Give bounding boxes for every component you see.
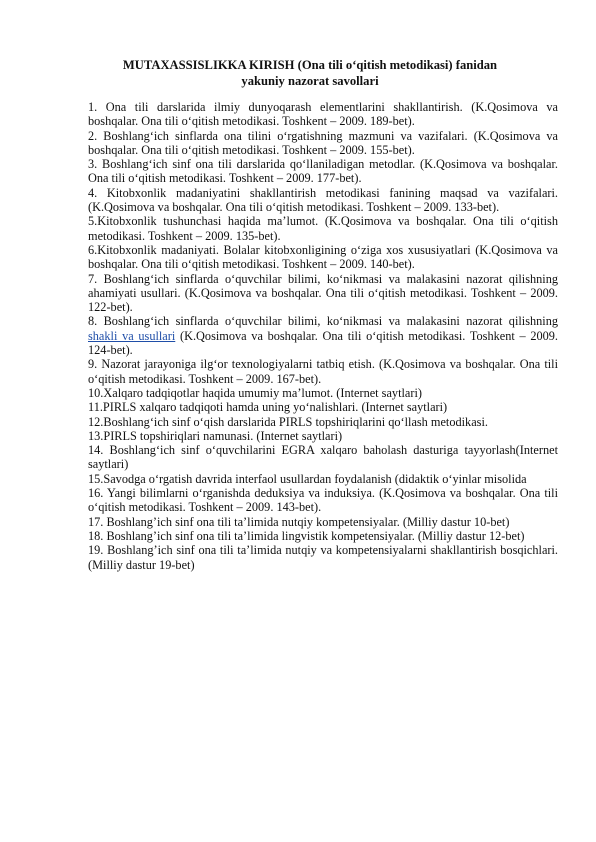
question-item: 16. Yangi bilimlarni o‘rganishda deduksiya va induksiya. (K.Qosimova va boshqalar. Ona tili o‘qitish metodikasi. Toshkent – 2009. 143-bet). — [88, 486, 558, 515]
question-item: 4. Kitobxonlik madaniyatini shakllantirish metodikasi fanining maqsad va vazifalari. (K.Qosimova va boshqalar. Ona tili o‘qitish metodikasi. Toshkent – 2009. 133-bet). — [88, 185, 558, 215]
question-item-text: 8. Boshlang‘ich sinflarda o‘quvchilar bilimi, ko‘nikmasi va malakasini nazorat qilishning — [88, 314, 558, 329]
question-item: 19. Boshlang’ich sinf ona tili ta’limida nutqiy va kompetensiyalarni shakllantirish bosqichlari. (Milliy dastur 19-bet) — [88, 543, 558, 572]
question-item: 12.Boshlang‘ich sinf o‘qish darslarida PIRLS topshiriqlarini qo‘llash metodikasi. — [88, 414, 488, 429]
question-item: 2. Boshlang‘ich sinflarda ona tilini o‘rgatishning mazmuni va vazifalari. (K.Qosimova va boshqalar. Ona tili o‘qitish metodikasi. Toshkent – 2009. 155-bet). — [88, 128, 558, 157]
question-item — [88, 314, 558, 357]
question-item: 18. Boshlang’ich sinf ona tili ta’limida lingvistik kompetensiyalar. (Milliy dastur 12-bet) — [88, 528, 525, 543]
question-item: 17. Boshlang’ich sinf ona tili ta’limida nutqiy kompetensiyalar. (Milliy dastur 10-bet) — [88, 514, 510, 529]
question-item: 7. Boshlang‘ich sinflarda o‘quvchilar bilimi, ko‘nikmasi va malakasini nazorat qilishning ahamiyati usullari. (K.Qosimova va boshqalar. Ona tili o‘qitish metodikasi. Toshkent – 2009. 122-bet). — [88, 271, 558, 315]
question-item: 1. Ona tili darslarida ilmiy dunyoqarash elementlarini shakllantirish. (K.Qosimova va boshqalar. Ona tili o‘qitish metodikasi. Toshkent – 2009. 189-bet). — [88, 100, 558, 129]
question-item: 15.Savodga o‘rgatish davrida interfaol usullardan foydalanish (didaktik o‘yinlar misolida — [88, 471, 527, 486]
document-title — [80, 57, 540, 89]
question-item: 11.PIRLS xalqaro tadqiqoti hamda uning yo‘nalishlari. (Internet saytlari) — [88, 400, 448, 415]
shakli-va-usullari-link[interactable]: shakli va usullari — [88, 328, 176, 343]
question-item: 9. Nazorat jarayoniga ilg‘or texnologiyalarni tatbiq etish. (K.Qosimova va boshqalar. Ona tili o‘qitish metodikasi. Toshkent – 2009. 167-bet). — [88, 357, 558, 386]
question-item: 10.Xalqaro tadqiqotlar haqida umumiy ma’lumot. (Internet saytlari) — [88, 385, 422, 400]
question-item: 14. Boshlang‘ich sinf o‘quvchilarini EGRA xalqaro baholash dasturiga tayyorlash(Internet saytlari) — [88, 443, 558, 472]
question-item: 3. Boshlang‘ich sinf ona tili darslarida qo‘llaniladigan metodlar. (K.Qosimova va boshqalar. Ona tili o‘qitish metodikasi. Toshkent – 2009. 177-bet). — [88, 157, 558, 186]
question-item: 5.Kitobxonlik tushunchasi haqida ma’lumot. (K.Qosimova va boshqalar. Ona tili o‘qitish metodikasi. Toshkent – 2009. 135-bet). — [88, 214, 558, 243]
question-list — [88, 100, 558, 572]
question-item-text: (K.Qosimova va boshqalar. Ona tili o‘qitish metodikasi. Toshkent – 2009. 124-bet). — [88, 328, 558, 358]
question-item: 13.PIRLS topshiriqlari namunasi. (Internet saytlari) — [88, 428, 343, 443]
title-line-1: MUTAXASSISLIKKA KIRISH (Ona tili o‘qitish metodikasi) fanidan — [122, 58, 498, 72]
title-line-2: yakuniy nazorat savollari — [241, 74, 379, 88]
question-item: 6.Kitobxonlik madaniyati. Bolalar kitobxonligining o‘ziga xos xususiyatlari (K.Qosimova va boshqalar. Ona tili o‘qitish metodikasi. Toshkent – 2009. 140-bet). — [88, 242, 558, 272]
